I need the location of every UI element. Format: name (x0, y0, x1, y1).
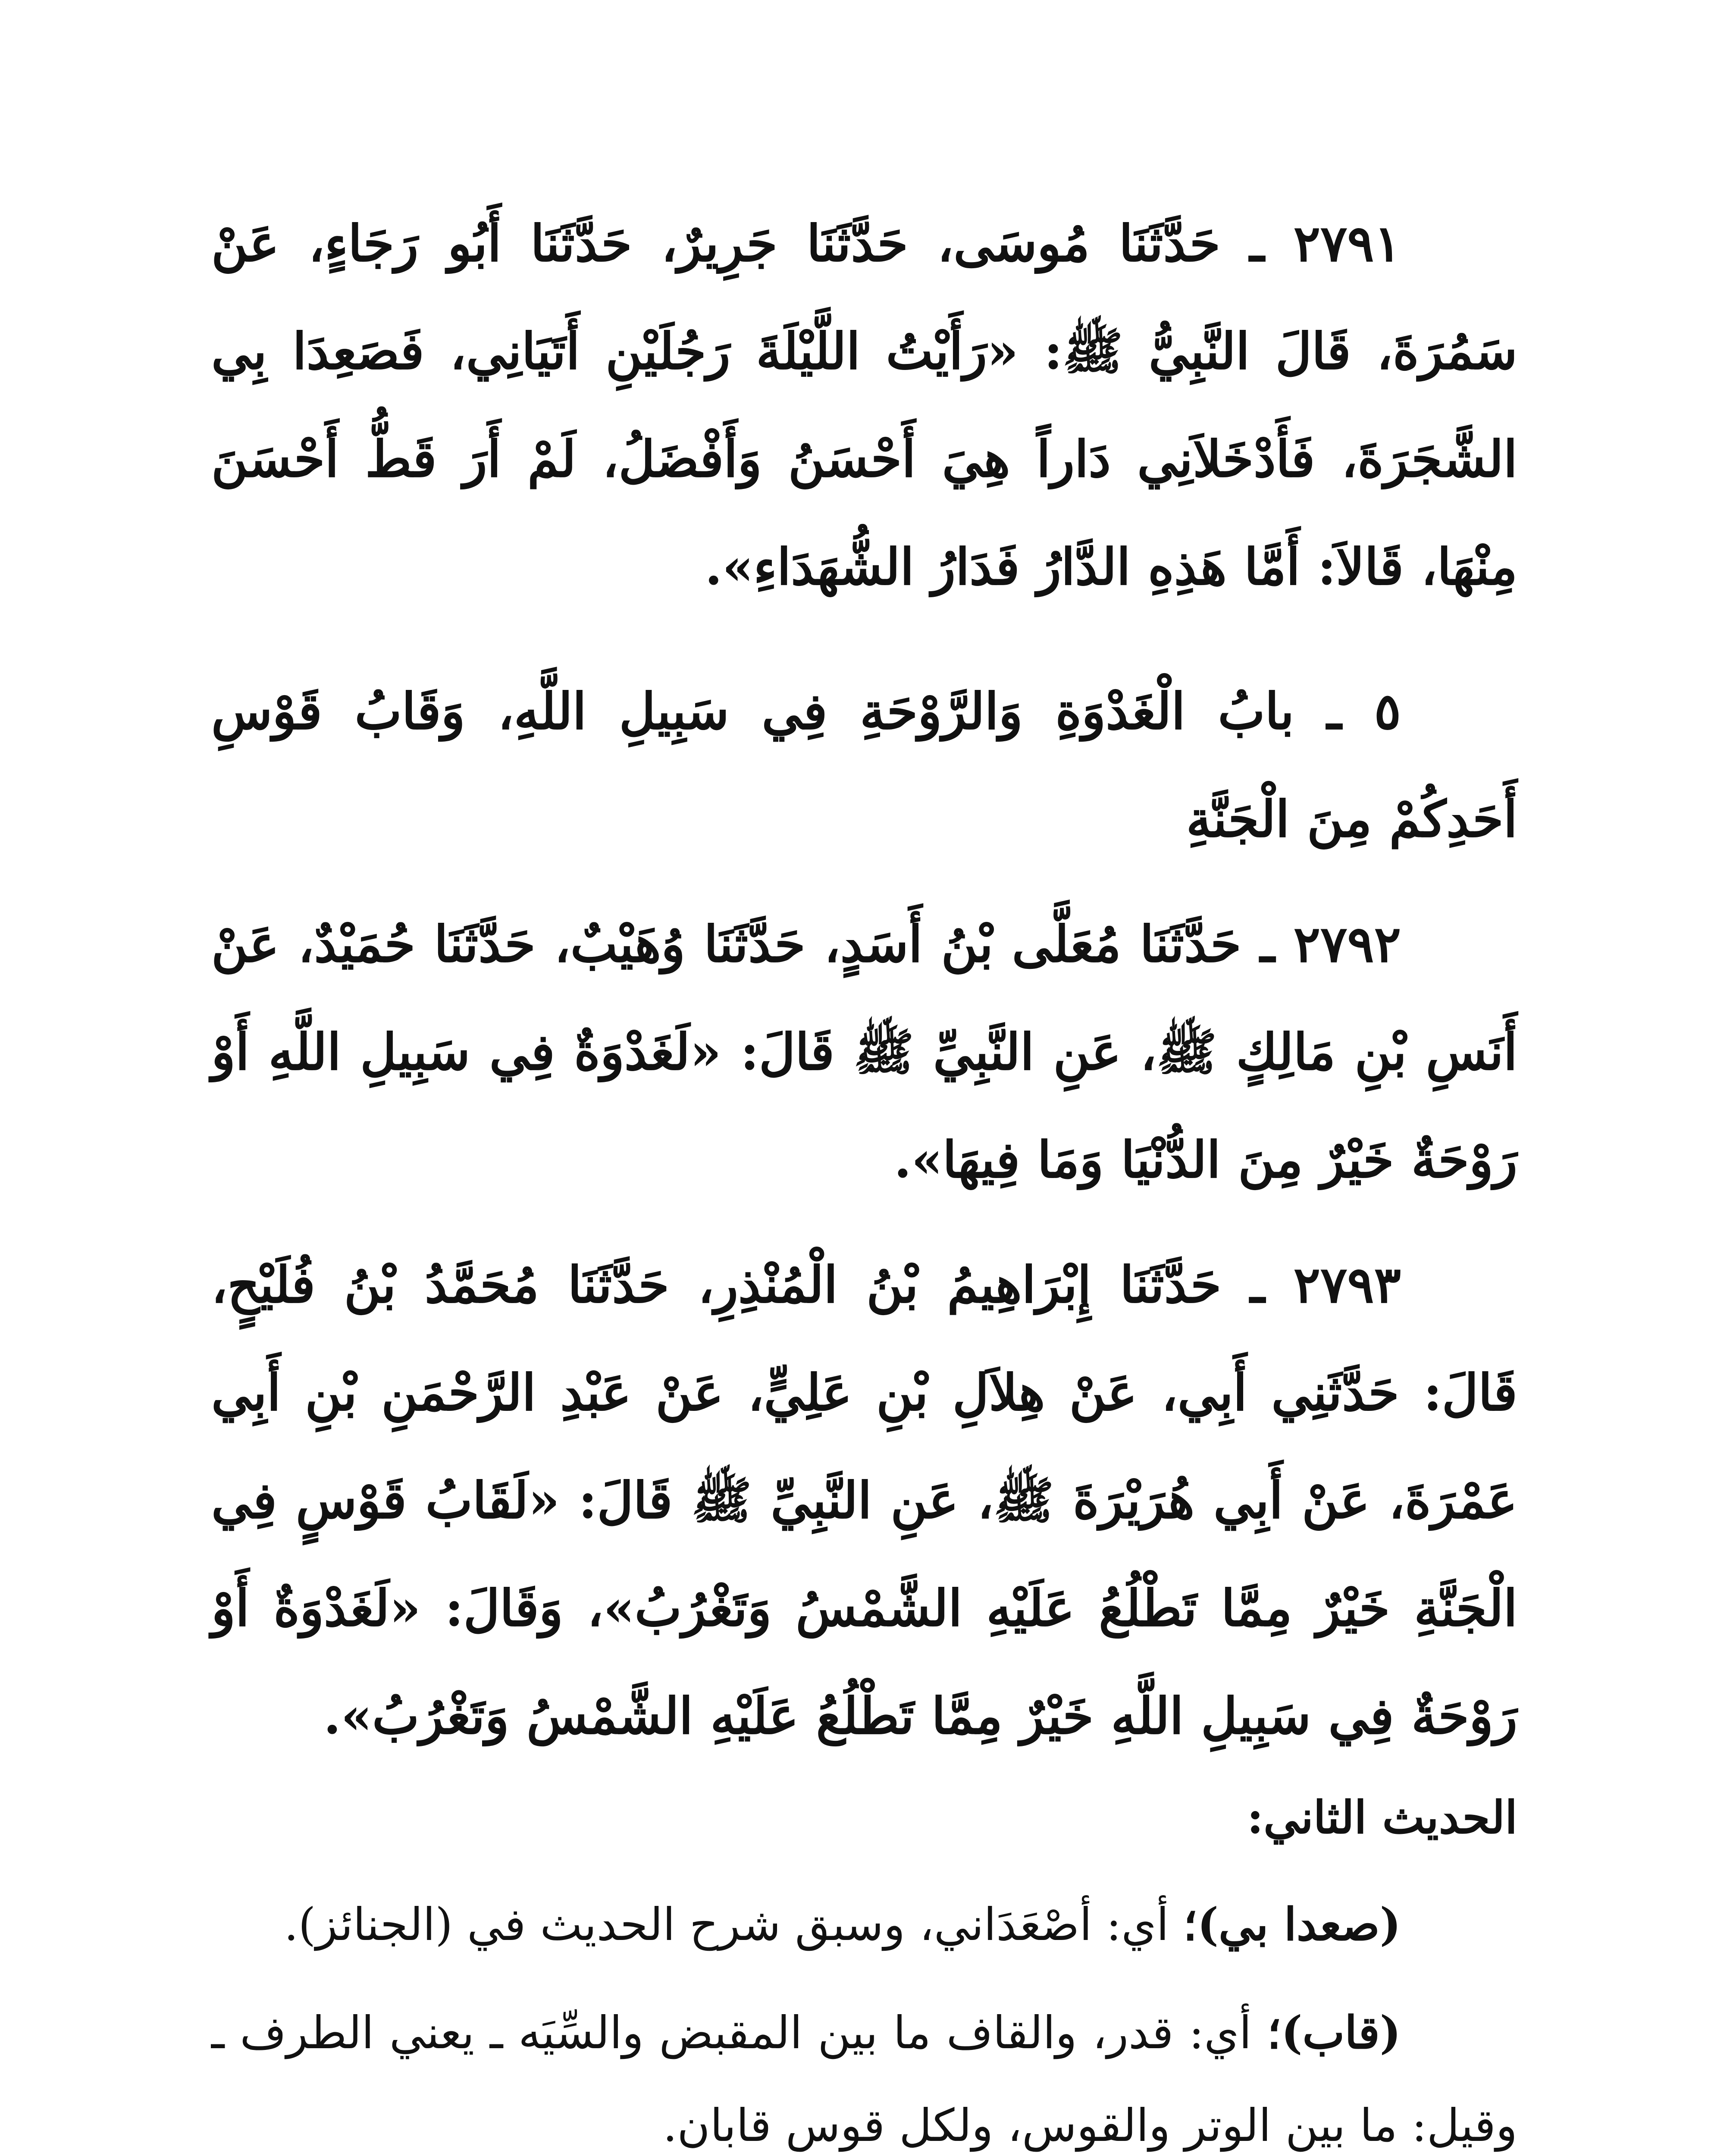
hadith-2793 (211, 1231, 1517, 1770)
hadith-number: ٢٧٩٢ (1293, 915, 1401, 974)
note-term: (قاب)؛ (1267, 2006, 1401, 2059)
note-text: أي: أصْعَدَاني، وسبق شرح الحديث في (الجنائز). (284, 1898, 1169, 1951)
hadith-text: ـ حَدَّثَنَا مُعَلَّى بْنُ أَسَدٍ، حَدَّثَنَا وُهَيْبٌ، حَدَّثَنَا حُمَيْدٌ، عَنْ أَنَسِ بْنِ مَالِكٍ ﷺ، عَنِ النَّبِيِّ ﷺ قَالَ: «لَغَدْوَةٌ فِي سَبِيلِ اللَّهِ أَوْ رَوْحَةٌ خَيْرٌ مِنَ الدُّنْيَا وَمَا فِيهَا». (211, 915, 1517, 1189)
chapter-title: ـ بابُ الْغَدْوَةِ وَالرَّوْحَةِ فِي سَبِيلِ اللَّهِ، وَقَابُ قَوْسِ أَحَدِكُمْ مِنَ الْجَنَّةِ (211, 682, 1517, 849)
hadith-text: ـ حَدَّثَنَا إِبْرَاهِيمُ بْنُ الْمُنْذِرِ، حَدَّثَنَا مُحَمَّدُ بْنُ فُلَيْحٍ، قَالَ: حَدَّثَنِي أَبِي، عَنْ هِلاَلِ بْنِ عَلِيٍّ، عَنْ عَبْدِ الرَّحْمَنِ بْنِ أَبِي عَمْرَةَ، عَنْ أَبِي هُرَيْرَةَ ﷺ، عَنِ النَّبِيِّ ﷺ قَالَ: «لَقَابُ قَوْسٍ فِي الْجَنَّةِ خَيْرٌ مِمَّا تَطْلُعُ عَلَيْهِ الشَّمْسُ وَتَغْرُبُ»، وَقَالَ: «لَغَدْوَةٌ أَوْ رَوْحَةٌ فِي سَبِيلِ اللَّهِ خَيْرٌ مِمَّا تَطْلُعُ عَلَيْهِ الشَّمْسُ وَتَغْرُبُ». (211, 1256, 1517, 1745)
hadith-text: ـ حَدَّثَنَا مُوسَى، حَدَّثَنَا جَرِيرٌ، حَدَّثَنَا أَبُو رَجَاءٍ، عَنْ سَمُرَةَ، قَالَ النَّبِيُّ ﷺ: «رَأَيْتُ اللَّيْلَةَ رَجُلَيْنِ أَتَيَانِي، فَصَعِدَا بِي الشَّجَرَةَ، فَأَدْخَلاَنِي دَاراً هِيَ أَحْسَنُ وَأَفْضَلُ، لَمْ أَرَ قَطُّ أَحْسَنَ مِنْهَا، قَالاَ: أَمَّا هَذِهِ الدَّارُ فَدَارُ الشُّهَدَاءِ». (211, 214, 1517, 596)
hadith-number: ٢٧٩٣ (1293, 1256, 1401, 1314)
commentary-note-1 (211, 1878, 1517, 1971)
chapter-heading (211, 658, 1517, 873)
page-text-block (211, 190, 1517, 2156)
hadith-2791 (211, 190, 1517, 621)
note-text: أي: قدر، والقاف ما بين المقبض والسِّيَه ـ يعني الطرف ـ وقيل: ما بين الوتر والقوس، ولكل قوس قابان. (211, 2006, 1517, 2152)
hadith-number: ٢٧٩١ (1293, 214, 1401, 273)
chapter-number: ٥ (1374, 682, 1401, 741)
hadith-2792 (211, 890, 1517, 1214)
commentary-note-2 (211, 1986, 1517, 2156)
commentary-label: الحديث الثاني: (1247, 1791, 1517, 1844)
note-term: (صعدا بي)؛ (1183, 1898, 1401, 1951)
